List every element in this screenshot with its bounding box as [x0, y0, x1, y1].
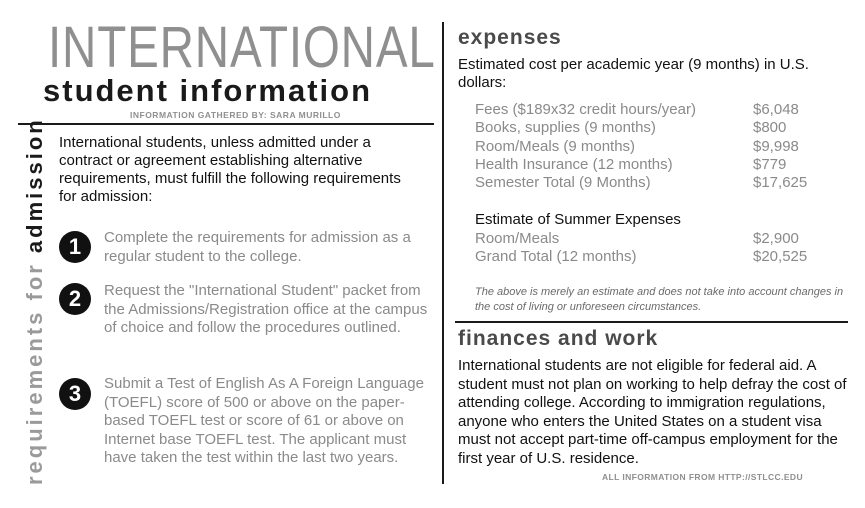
summer-amount: $20,525 [753, 248, 808, 266]
summer-list [475, 230, 835, 267]
byline: INFORMATION GATHERED BY: SARA MURILLO [130, 110, 341, 120]
summer-row [475, 230, 835, 248]
expenses-heading: expenses [458, 26, 562, 49]
step-text-1: Complete the requirements for admission as a regular student to the college. [104, 229, 411, 265]
header-divider [18, 123, 434, 125]
section-divider [455, 321, 848, 323]
expense-label: Books, supplies (9 months) [475, 119, 656, 137]
page-title: INTERNATIONAL [48, 15, 436, 80]
expense-row [475, 138, 835, 156]
summer-label: Room/Meals [475, 230, 560, 247]
expense-label: Fees ($189x32 credit hours/year) [475, 101, 696, 118]
expense-row [475, 101, 835, 119]
admission-intro: International students, unless admitted under a contract or agreement establishing alternative requirements, must fulfill the following requirements for admission: [59, 134, 401, 205]
expense-amount: $6,048 [753, 101, 799, 118]
expense-amount: $9,998 [753, 137, 799, 155]
step-number-1: 1 [59, 231, 91, 263]
finances-heading: finances and work [458, 327, 659, 350]
expense-amount: $17,625 [753, 174, 808, 192]
expenses-intro: Estimated cost per academic year (9 months) in U.S. dollars: [458, 56, 809, 91]
step-text-2: Request the "International Student" packet from the Admissions/Registration office at the campus of choice and follow the procedures outlined. [104, 282, 428, 336]
summer-row [475, 248, 835, 266]
step-number-3: 3 [59, 378, 91, 410]
expense-row [475, 156, 835, 174]
expenses-note: The above is merely an estimate and does not take into account changes in the cost of living or unforeseen circumstances. [475, 286, 844, 313]
expense-amount: $800 [753, 119, 787, 137]
side-label-part1: requirements for [22, 253, 47, 485]
summer-label: Grand Total (12 months) [475, 248, 637, 266]
summer-amount: $2,900 [753, 230, 799, 247]
expense-row [475, 119, 835, 137]
expense-row [475, 174, 835, 192]
expense-label: Health Insurance (12 months) [475, 155, 673, 173]
side-label [22, 117, 48, 485]
side-label-part2: admission [22, 117, 47, 254]
summer-heading: Estimate of Summer Expenses [475, 211, 681, 228]
column-divider [442, 22, 444, 484]
expense-label: Room/Meals (9 months) [475, 137, 636, 155]
finances-text: International students are not eligible for federal aid. A student must not plan on working to help defray the cost of attending college. According to immigration regulations, anyone who enters the United States on a student visa must not accept part-time off-campus employment for the first year of U.S. residence. [458, 357, 847, 467]
expense-label: Semester Total (9 Months) [475, 174, 651, 192]
source-footer: ALL INFORMATION FROM HTTP://STLCC.EDU [602, 472, 803, 482]
step-number-2: 2 [59, 283, 91, 315]
expense-amount: $779 [753, 155, 787, 173]
page-subtitle: student information [43, 73, 373, 108]
expenses-list [475, 101, 835, 192]
step-text-3: Submit a Test of English As A Foreign Language (TOEFL) score of 500 or above on the paper-based TOEFL test or score of 61 or above on Internet base TOEFL test. The applicant must have taken the test within the last two years. [104, 375, 424, 466]
